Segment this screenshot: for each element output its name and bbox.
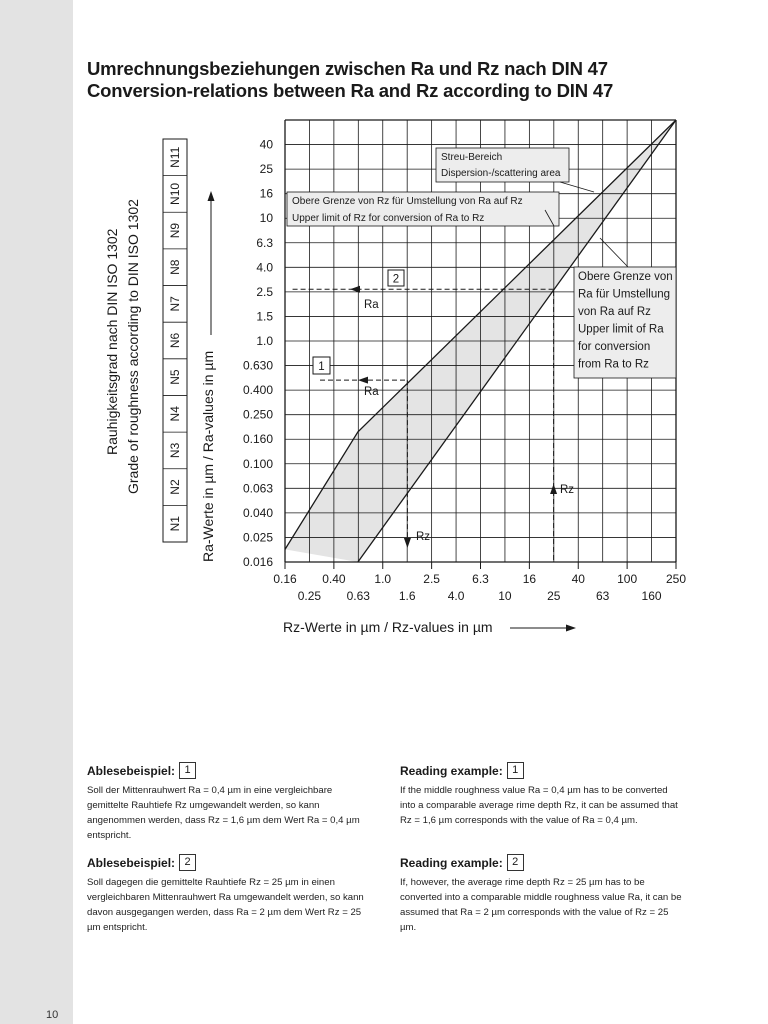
example-2-ra-label: Ra [364, 299, 379, 311]
example-heading: Ablesebeispiel: [87, 763, 176, 778]
example-heading: Reading example: [400, 855, 503, 870]
y-tick-label: 40 [259, 137, 273, 152]
x-tick-label: 25 [547, 589, 561, 603]
y-tick-label: 25 [259, 162, 273, 177]
roughness-grade-title-en: Grade of roughness according to DIN ISO 1302 [125, 199, 141, 494]
y-axis-arrow-head [208, 191, 215, 201]
scatter-area-label-en: Dispersion-/scattering area [441, 168, 561, 179]
x-tick-label: 16 [522, 572, 537, 586]
title-german: Umrechnungsbeziehungen zwischen Ra und Rz nach DIN 47 [87, 58, 608, 79]
example-text: Soll der Mittenrauhwert Ra = 0,4 µm in eine vergleichbare gemittelte Rauhtiefe Rz umgewandelt werden, so kann angenommen werden, dass Rz = 1,6 µm dem Wert Ra = 0,4 µm entspricht. [87, 785, 360, 841]
example-1-ra-arrow [358, 377, 368, 384]
upper-ra-label-line: Ra für Umstellung [578, 288, 671, 301]
example-heading: Reading example: [400, 763, 503, 778]
upper-ra-label-line: Upper limit of Ra [578, 323, 664, 336]
example-marker: 2 [179, 854, 196, 871]
x-tick-label: 4.0 [447, 589, 465, 603]
example-text: Soll dagegen die gemittelte Rauhtiefe Rz = 25 µm in einen vergleichbaren Mittenrauhwert Ra umgewandelt werden, so kann davon ausgegangen werden, dass Ra = 2 µm dem Wert Rz = 25 µm entspricht. [87, 877, 364, 933]
x-tick-label: 1.6 [398, 589, 416, 603]
y-tick-label: 1.0 [256, 334, 273, 348]
upper-rz-label-de: Obere Grenze von Rz für Umstellung von Ra auf Rz [292, 196, 523, 207]
example-text: If, however, the average rime depth Rz = 25 µm has to be converted into a comparable middle roughness value Ra, it can be assumed that Ra = 2 µm corresponds with the value of Rz = 25 µm. [400, 877, 682, 933]
roughness-grade-n4: N4 [168, 406, 182, 422]
x-axis-title: Rz-Werte in µm / Rz-values in µm [283, 619, 493, 635]
roughness-grade-n6: N6 [168, 332, 182, 349]
example-2-german [87, 854, 372, 935]
y-tick-label: 4.0 [256, 260, 273, 275]
example-2-marker: 2 [392, 273, 400, 286]
roughness-grade-n3: N3 [168, 442, 182, 459]
y-tick-label: 0.063 [242, 481, 273, 496]
example-2-rz-arrow [550, 484, 557, 494]
example-1-german [87, 762, 372, 843]
example-2-rz-label: Rz [560, 484, 575, 496]
roughness-grade-n5: N5 [168, 369, 182, 385]
x-tick-label: 160 [641, 589, 662, 603]
y-tick-label: 0.040 [242, 505, 273, 520]
x-tick-label: 0.16 [273, 572, 297, 586]
example-1-ra-label: Ra [364, 386, 379, 398]
example-1-rz-label: Rz [416, 531, 431, 543]
y-tick-label: 0.250 [242, 407, 273, 422]
y-tick-label: 0.100 [242, 456, 273, 471]
x-tick-label: 0.63 [346, 589, 370, 603]
example-2-english [400, 854, 685, 935]
x-axis-arrow-head [566, 625, 576, 632]
example-marker: 1 [179, 762, 196, 779]
y-tick-label: 0.400 [242, 383, 273, 398]
example-1-rz-arrow [404, 538, 411, 548]
x-tick-label: 250 [665, 572, 687, 586]
roughness-grade-n10: N10 [168, 182, 182, 205]
upper-ra-leader [600, 238, 628, 267]
y-tick-label: 0.025 [242, 530, 273, 545]
y-tick-label: 10 [259, 211, 273, 226]
roughness-grade-n8: N8 [168, 259, 182, 275]
example-marker: 1 [507, 762, 524, 779]
x-tick-label: 2.5 [423, 572, 440, 586]
upper-ra-label-line: for conversion [578, 341, 651, 353]
y-tick-label: 0.160 [242, 432, 273, 447]
upper-ra-label-line: Obere Grenze von [578, 271, 673, 283]
upper-ra-label-line: von Ra auf Rz [578, 306, 651, 318]
page-number: 10 [46, 1009, 59, 1021]
title-english: Conversion-relations between Ra and Rz according to DIN 47 [87, 80, 614, 101]
roughness-grade-n1: N1 [168, 516, 182, 532]
roughness-grade-n11: N11 [168, 146, 182, 168]
scatter-area-leader [560, 182, 594, 192]
x-tick-label: 100 [617, 572, 638, 586]
example-text: If the middle roughness value Ra = 0,4 µm has to be converted into a comparable average rime depth Rz, it can be assumed that Rz = 1,6 µm corresponds with the value of Ra = 0,4 µm. [400, 785, 678, 826]
x-tick-label: 0.25 [297, 589, 322, 603]
x-tick-label: 40 [571, 572, 585, 586]
example-1-marker: 1 [318, 361, 325, 373]
roughness-grade-n9: N9 [168, 222, 182, 239]
upper-rz-label-en: Upper limit of Rz for conversion of Ra to Rz [292, 213, 485, 224]
x-tick-label: 63 [596, 589, 610, 603]
roughness-grade-n7: N7 [168, 296, 182, 312]
example-1-english [400, 762, 685, 828]
roughness-grade-title-de: Rauhigkeitsgrad nach DIN ISO 1302 [104, 228, 120, 455]
example-heading: Ablesebeispiel: [87, 855, 176, 870]
x-tick-label: 0.40 [322, 572, 346, 586]
y-tick-label: 0.016 [242, 555, 273, 569]
y-tick-label: 2.5 [256, 284, 273, 299]
x-tick-label: 1.0 [374, 572, 392, 586]
y-tick-label: 0.630 [242, 358, 273, 373]
example-marker: 2 [507, 854, 524, 871]
y-tick-label: 1.5 [256, 309, 273, 324]
x-tick-label: 6.3 [472, 572, 489, 586]
x-tick-label: 10 [498, 589, 512, 603]
y-axis-title: Ra-Werte in µm / Ra-values in µm [200, 350, 216, 562]
scatter-area-label-de: Streu-Bereich [441, 152, 503, 163]
upper-ra-label-line: from Ra to Rz [578, 358, 649, 371]
roughness-grade-n2: N2 [168, 479, 182, 495]
y-tick-label: 16 [259, 186, 273, 201]
y-tick-label: 6.3 [256, 235, 273, 250]
